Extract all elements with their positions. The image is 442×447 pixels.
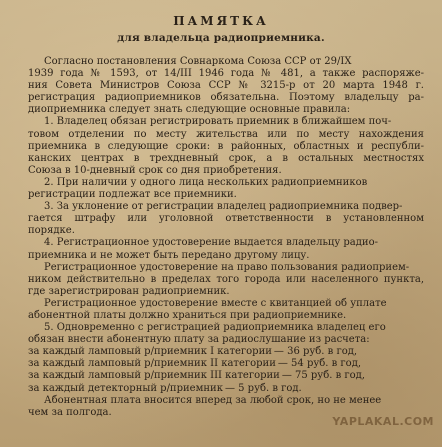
text-line: Абонентная плата вносится вперед за любой срок, но не менее	[44, 394, 382, 406]
fee-price: — 75 руб. в год,	[281, 370, 365, 382]
text-line: 4. Регистрационное удостоверение выдается владельцу радио-	[44, 237, 378, 249]
text-line: ником действительно в пределах того города или населенного пункта,	[28, 273, 424, 285]
text-line: 5. Одновременно с регистрацией радиоприемника владелец его	[44, 322, 386, 334]
text-line: обязан внести абонентную плату за радиослушание из расчета:	[28, 334, 370, 346]
fee-description: за каждый ламповый р/приемник III категории	[28, 370, 280, 382]
text-line: Союза в 10-дневный срок со дня приобретения.	[28, 164, 282, 176]
text-line: регистрации подлежат все приемники.	[28, 189, 237, 201]
text-line: канских центрах в трехдневный срок, а в остальных местностях	[28, 152, 424, 164]
fee-row	[28, 346, 424, 358]
text-line: ния Совета Министров Союза ССР № 3215-р от 20 марта 1948 г.	[28, 80, 424, 92]
fee-price: — 54 руб. в год,	[277, 358, 362, 370]
document-title: ПАМЯТКА	[173, 14, 269, 28]
text-line: абонентной платы должно храниться при радиоприемнике.	[28, 309, 347, 321]
text-line: диоприемника следует знать следующие основные правила:	[28, 104, 351, 116]
fee-row	[28, 358, 424, 370]
text-line: 2. При наличии у одного лица нескольких радиоприемников	[44, 176, 368, 188]
fee-row	[28, 370, 424, 382]
fee-row	[28, 383, 424, 395]
document-body	[28, 56, 424, 419]
text-line: 1939 года № 1593, от 14/III 1946 года № 481, а также распоряже-	[28, 68, 424, 80]
text-line: товом отделении по месту жительства или по месту нахождения	[28, 128, 424, 140]
text-line: 1. Владелец обязан регистрировать приемник в ближайшем поч-	[44, 116, 392, 128]
text-line: чем за полгода.	[28, 406, 112, 418]
text-line: гается штрафу или уголовной ответственности в установленном	[28, 213, 424, 225]
text-line: регистрация радиоприемников обязательна. Поэтому владельцу ра-	[28, 92, 424, 104]
text-line: где зарегистрирован радиоприемник.	[28, 285, 230, 297]
text-line: приемника в следующие сроки: в районных, областных и республи-	[28, 140, 424, 152]
text-line: Согласно постановления Совнаркома Союза ССР от 29/IX	[44, 56, 352, 67]
fee-description: за каждый детекторный р/приемник	[28, 382, 223, 394]
fee-description: за каждый ламповый р/приемник I категории	[28, 346, 272, 358]
text-line: Регистрационное удостоверение вместе с квитанцией об уплате	[44, 297, 387, 309]
fee-price: — 36 руб. в год,	[273, 346, 358, 358]
text-line: 3. За уклонение от регистрации владелец радиоприемника подвер-	[44, 201, 403, 213]
document-subtitle: для владельца радиоприемника.	[117, 32, 325, 44]
watermark: YAPLAKAL.COM	[332, 415, 434, 428]
text-line: порядке.	[28, 225, 75, 237]
text-line: Регистрационное удостоверение на право пользования радиоприем-	[44, 261, 410, 273]
fee-price: — 5 руб. в год.	[224, 382, 302, 394]
text-line: приемника и не может быть передано другому лицу.	[28, 249, 310, 261]
fee-description: за каждый ламповый р/приемник II категории	[28, 358, 276, 370]
